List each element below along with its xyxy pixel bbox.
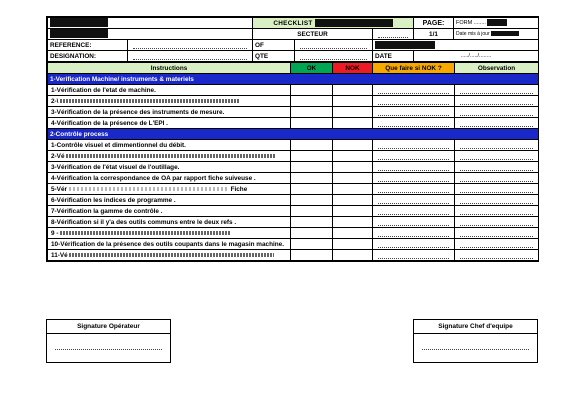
signature-chef-line	[422, 349, 529, 350]
form-cell	[454, 18, 539, 29]
observation-input[interactable]	[455, 228, 539, 239]
section-header	[48, 74, 539, 85]
observation-input[interactable]	[455, 85, 539, 96]
redacted-logo-cell	[48, 18, 253, 29]
nok-checkbox[interactable]	[333, 228, 373, 239]
ok-checkbox[interactable]	[291, 96, 333, 107]
col-ok: OK	[291, 63, 333, 74]
observation-input[interactable]	[455, 151, 539, 162]
of-input[interactable]	[295, 40, 373, 51]
signature-chef-box[interactable]	[413, 319, 538, 363]
observation-input[interactable]	[455, 118, 539, 129]
action-input[interactable]	[373, 85, 455, 96]
column-header-row	[48, 63, 539, 74]
date-applied-cell	[454, 29, 539, 40]
instruction-text: 7-Vérification la gamme de contrôle .	[48, 206, 291, 217]
reference-label: REFERENCE:	[48, 40, 128, 51]
table-row	[48, 96, 539, 107]
action-input[interactable]	[373, 250, 455, 261]
ok-checkbox[interactable]	[291, 173, 333, 184]
secteur-value-cell	[48, 29, 253, 40]
nok-checkbox[interactable]	[333, 118, 373, 129]
ok-checkbox[interactable]	[291, 85, 333, 96]
ok-checkbox[interactable]	[291, 184, 333, 195]
table-row	[48, 151, 539, 162]
col-observation: Observation	[455, 63, 539, 74]
redacted-top-right	[373, 40, 539, 51]
table-row	[48, 239, 539, 250]
action-input[interactable]	[373, 173, 455, 184]
instruction-text-obscured	[48, 151, 291, 162]
nok-checkbox[interactable]	[333, 173, 373, 184]
observation-input[interactable]	[455, 206, 539, 217]
nok-checkbox[interactable]	[333, 85, 373, 96]
ok-checkbox[interactable]	[291, 162, 333, 173]
page-label: PAGE:	[414, 18, 454, 29]
observation-input[interactable]	[455, 107, 539, 118]
ok-checkbox[interactable]	[291, 107, 333, 118]
action-input[interactable]	[373, 228, 455, 239]
nok-checkbox[interactable]	[333, 140, 373, 151]
action-input[interactable]	[373, 206, 455, 217]
action-input[interactable]	[373, 184, 455, 195]
nok-checkbox[interactable]	[333, 239, 373, 250]
table-row	[48, 85, 539, 96]
secteur-label: SECTEUR	[253, 29, 373, 40]
action-input[interactable]	[373, 118, 455, 129]
instruction-text: 8-Vérification si il y'a des outils communs entre le deux refs .	[48, 217, 291, 228]
page-value: 1/1	[414, 29, 454, 40]
instruction-text: 2-\	[51, 97, 59, 105]
table-row	[48, 162, 539, 173]
ok-checkbox[interactable]	[291, 140, 333, 151]
qte-input[interactable]	[295, 51, 373, 62]
action-input[interactable]	[373, 217, 455, 228]
action-input[interactable]	[373, 239, 455, 250]
signature-operator-label: Signature Opérateur	[47, 320, 170, 334]
table-row	[48, 107, 539, 118]
nok-checkbox[interactable]	[333, 107, 373, 118]
nok-checkbox[interactable]	[333, 96, 373, 107]
ok-checkbox[interactable]	[291, 151, 333, 162]
nok-checkbox[interactable]	[333, 206, 373, 217]
col-nok: NOK	[333, 63, 373, 74]
nok-checkbox[interactable]	[333, 184, 373, 195]
date-applied-label: Date mis à jour	[456, 30, 490, 37]
section-title: 2-Contrôle process	[48, 129, 539, 140]
nok-checkbox[interactable]	[333, 195, 373, 206]
col-que-faire: Que faire si NOK ?	[373, 63, 455, 74]
instruction-text: 4-Vérification de la présence de L'EPI .	[48, 118, 291, 129]
nok-checkbox[interactable]	[333, 250, 373, 261]
checklist-form	[46, 16, 539, 262]
instruction-text: 4-Vérification la correspondance de OA par rapport fiche suiveuse .	[48, 173, 291, 184]
designation-label: DESIGNATION:	[48, 51, 128, 62]
observation-input[interactable]	[455, 239, 539, 250]
of-label: OF	[253, 40, 295, 51]
section-header	[48, 129, 539, 140]
page-title: CHECKLIST	[273, 19, 313, 27]
observation-input[interactable]	[455, 173, 539, 184]
checklist-title-cell	[253, 18, 414, 29]
ok-checkbox[interactable]	[291, 206, 333, 217]
instruction-suffix: Fiche	[230, 185, 248, 193]
designation-input[interactable]	[128, 51, 253, 62]
ok-checkbox[interactable]	[291, 250, 333, 261]
section-title: 1-Verification Machine/ instruments & materiels	[48, 74, 539, 85]
secteur-input[interactable]	[373, 29, 414, 40]
table-row	[48, 118, 539, 129]
signature-operator-box[interactable]	[46, 319, 171, 363]
col-instructions: Instructions	[48, 63, 291, 74]
table-row	[48, 195, 539, 206]
signature-chef-label: Signature Chef d'equipe	[414, 320, 537, 334]
observation-input[interactable]	[455, 184, 539, 195]
table-row	[48, 217, 539, 228]
action-input[interactable]	[373, 96, 455, 107]
observation-input[interactable]	[455, 217, 539, 228]
instruction-text: 9 -	[51, 229, 59, 237]
table-row	[48, 228, 539, 239]
table-row	[48, 184, 539, 195]
instruction-text: 1-Contrôle visuel et dimmentionnel du débit.	[48, 140, 291, 151]
nok-checkbox[interactable]	[333, 151, 373, 162]
instruction-text: 1-Vérification de l'etat de machine.	[48, 85, 291, 96]
instruction-text: 11-Vé	[51, 251, 68, 259]
table-row	[48, 173, 539, 184]
observation-input[interactable]	[455, 250, 539, 261]
ok-checkbox[interactable]	[291, 239, 333, 250]
table-row	[48, 206, 539, 217]
observation-input[interactable]	[455, 96, 539, 107]
form-header-table	[47, 17, 539, 62]
instruction-text: 6-Vérification les indices de programme .	[48, 195, 291, 206]
observation-input[interactable]	[455, 140, 539, 151]
action-input[interactable]	[373, 162, 455, 173]
qte-label: QTE	[253, 51, 295, 62]
action-input[interactable]	[373, 140, 455, 151]
form-label: FORM ........	[456, 19, 486, 26]
instruction-text-obscured	[48, 96, 291, 107]
observation-input[interactable]	[455, 195, 539, 206]
nok-checkbox[interactable]	[333, 162, 373, 173]
instruction-text: 2-Vé	[51, 152, 65, 160]
action-input[interactable]	[373, 151, 455, 162]
ok-checkbox[interactable]	[291, 217, 333, 228]
table-row	[48, 140, 539, 151]
ok-checkbox[interactable]	[291, 195, 333, 206]
instruction-text: 10-Vérification de la présence des outils coupants dans le magasin machine.	[48, 239, 291, 250]
date-input[interactable]: ...../...../........	[414, 51, 539, 62]
table-row	[48, 250, 539, 261]
date-label: DATE	[373, 51, 414, 62]
checklist-table	[47, 62, 539, 261]
signature-operator-line	[55, 349, 162, 350]
instruction-text: 5-Vér	[51, 185, 67, 193]
instruction-text: 3-Vérification de l'état visuel de l'outillage.	[48, 162, 291, 173]
ok-checkbox[interactable]	[291, 228, 333, 239]
observation-input[interactable]	[455, 162, 539, 173]
ok-checkbox[interactable]	[291, 118, 333, 129]
action-input[interactable]	[373, 195, 455, 206]
instruction-text-obscured	[48, 228, 291, 239]
instruction-text-obscured	[48, 250, 291, 261]
instruction-text-obscured	[48, 184, 291, 195]
nok-checkbox[interactable]	[333, 217, 373, 228]
instruction-text: 3-Vérification de la présence des instruments de mesure.	[48, 107, 291, 118]
action-input[interactable]	[373, 107, 455, 118]
reference-input[interactable]	[128, 40, 253, 51]
